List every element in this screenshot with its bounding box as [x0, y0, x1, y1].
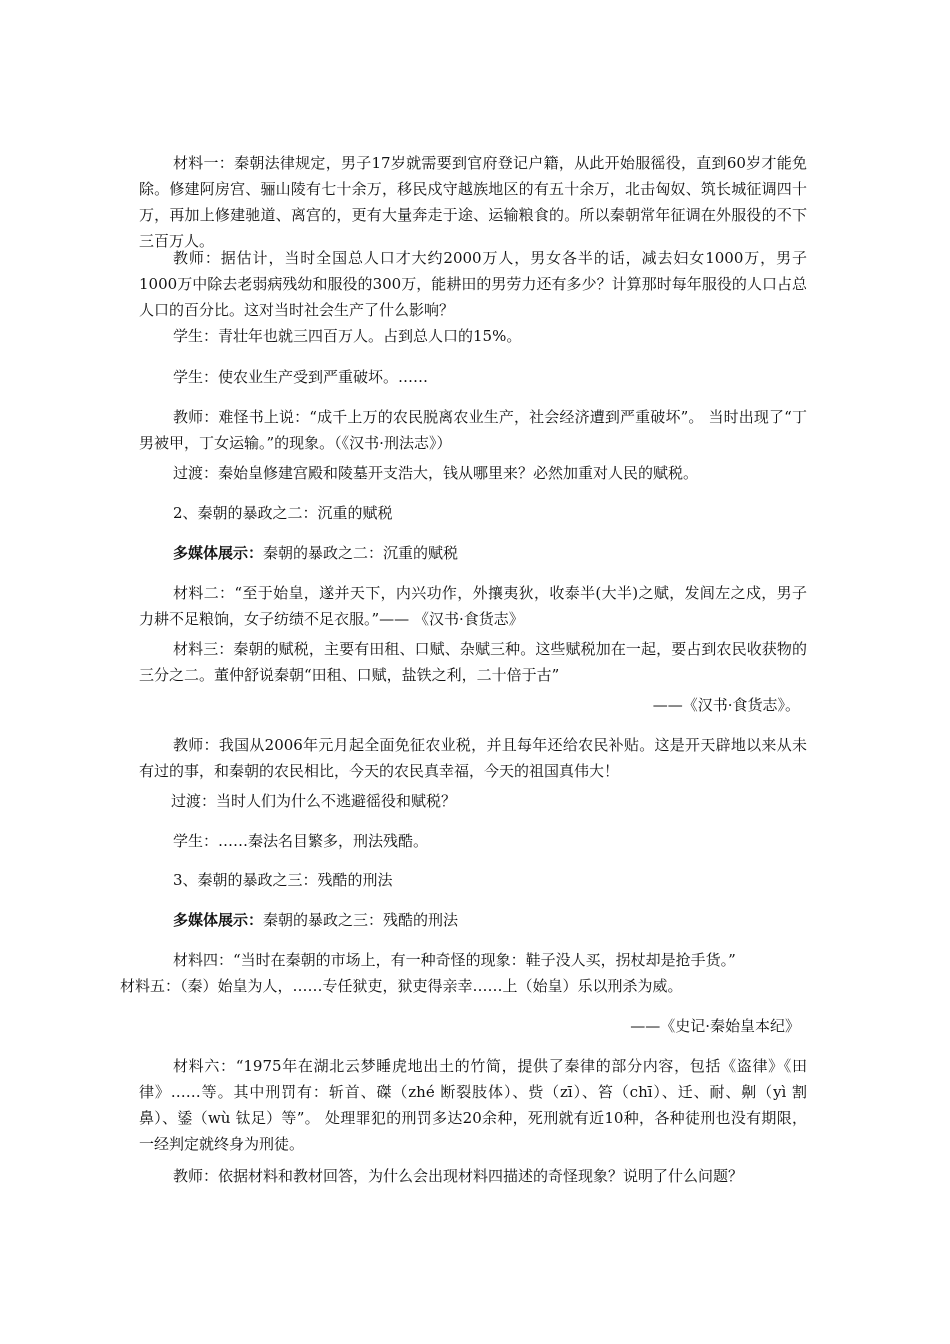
teacher-paragraph-3: 教师：我国从2006年元月起全面免征农业税，并且每年还给农民补贴。这是开天辟地以来从未有过的事，和秦朝的农民相比，今天的农民真幸福，今天的祖国真伟大！ — [139, 736, 807, 780]
multimedia-label: 多媒体展示： — [173, 911, 264, 929]
multimedia-display-2 — [139, 540, 807, 566]
material-3-source: ——《汉书·食货志》。 — [652, 696, 800, 714]
teacher-paragraph-4: 教师：依据材料和教材回答，为什么会出现材料四描述的奇怪现象？说明了什么问题？ — [173, 1167, 744, 1185]
material-5-source: ——《史记·秦始皇本纪》 — [630, 1017, 800, 1035]
multimedia-text: 秦朝的暴政之三：残酷的刑法 — [263, 911, 459, 929]
student-paragraph-3: 学生：……秦法名目繁多，刑法残酷。 — [173, 832, 429, 850]
transition-paragraph-1: 过渡：秦始皇修建宫殿和陵墓开支浩大，钱从哪里来？必然加重对人民的赋税。 — [173, 464, 699, 482]
material-1-paragraph: 材料一：秦朝法律规定，男子17岁就需要到官府登记户籍，从此开始服徭役，直到60岁才能免除。修建阿房宫、骊山陵有七十余万，移民戍守越族地区的有五十余万，北击匈奴、筑长城征调四十万，再加上修建驰道、离宫的，更有大量奔走于途、运输粮食的。所以秦朝常年征调在外服役的不下三百万人。 — [139, 154, 807, 250]
section-heading-2: 2、秦朝的暴政之二：沉重的赋税 — [173, 504, 393, 522]
material-6-paragraph: 材料六：“1975年在湖北云梦睡虎地出土的竹简，提供了秦律的部分内容，包括《盗律》《田律》……等。其中刑罚有：斩首、磔（zhé 断裂肢体）、赀（zī）、笞（chī）、迁、耐、劓（yì 割鼻）、鋈（wù 钛足）等”。 处理罪犯的刑罚多达20余种，死刑就有近10种，各种徒刑也没有期限，一经判定就终身为刑徒。 — [139, 1057, 807, 1153]
material-2-paragraph: 材料二：“至于始皇，遂并天下，内兴功作，外攘夷狄，收泰半(大半)之赋，发闾左之戍，男子力耕不足粮饷，女子纺绩不足衣服。”—— 《汉书·食货志》 — [139, 584, 807, 628]
material-5-paragraph: 材料五：（秦）始皇为人，……专任狱吏，狱吏得亲幸……上（始皇）乐以刑杀为威。 — [120, 977, 683, 995]
multimedia-label: 多媒体展示： — [173, 544, 264, 562]
material-4-paragraph: 材料四：“当时在秦朝的市场上，有一种奇怪的现象：鞋子没人买，拐杖却是抢手货。” — [173, 951, 736, 969]
section-heading-3: 3、秦朝的暴政之三：残酷的刑法 — [173, 871, 393, 889]
multimedia-display-3 — [139, 907, 807, 933]
teacher-paragraph-1: 教师：据估计，当时全国总人口才大约2000万人，男女各半的话，减去妇女1000万，男子1000万中除去老弱病残幼和服役的300万，能耕田的男劳力还有多少？计算那时每年服役的人口占总人口的百分比。这对当时社会生产了什么影响？ — [139, 249, 807, 319]
student-paragraph-1: 学生：青壮年也就三四百万人。占到总人口的15%。 — [173, 327, 522, 345]
student-paragraph-2: 学生：使农业生产受到严重破坏。…… — [173, 368, 429, 386]
material-3-paragraph: 材料三：秦朝的赋税，主要有田租、口赋、杂赋三种。这些赋税加在一起，要占到农民收获物的三分之二。董仲舒说秦朝“田租、口赋，盐铁之利，二十倍于古” — [139, 640, 807, 684]
multimedia-text: 秦朝的暴政之二：沉重的赋税 — [263, 544, 459, 562]
transition-paragraph-2: 过渡：当时人们为什么不逃避徭役和赋税？ — [171, 792, 457, 810]
teacher-paragraph-2: 教师：难怪书上说：“成千上万的农民脱离农业生产，社会经济遭到严重破坏”。 当时出现了“丁男被甲，丁女运输。”的现象。（《汉书·刑法志》） — [139, 408, 807, 452]
